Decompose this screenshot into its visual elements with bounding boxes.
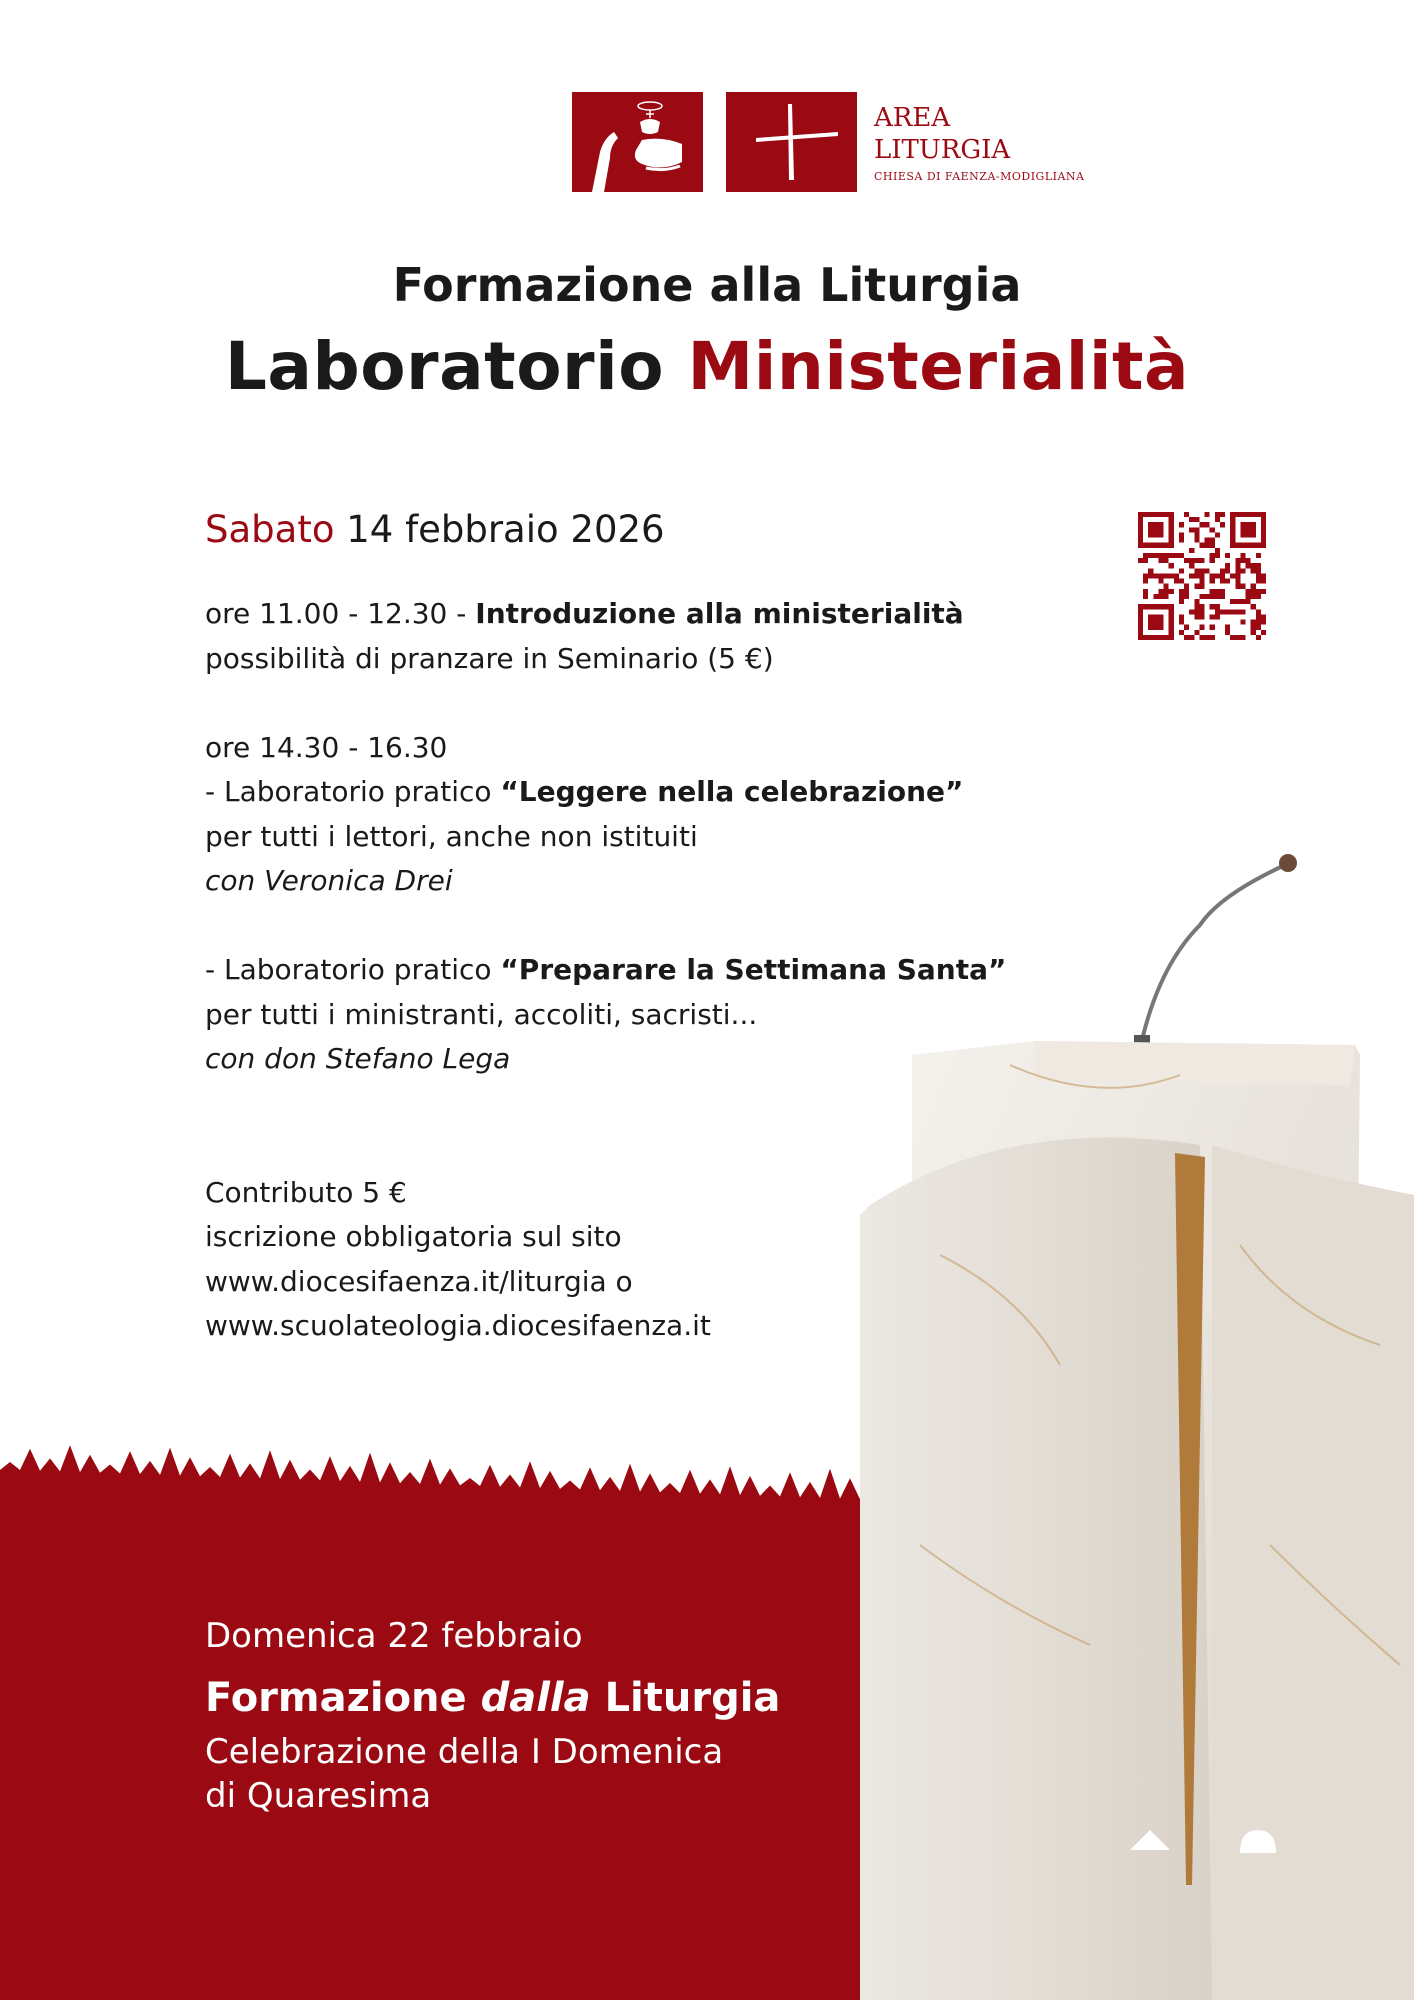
session1-note: possibilità di pranzare in Seminario (5 €) <box>205 641 774 675</box>
subtitle-laboratorio: Laboratorio <box>224 328 665 405</box>
lab1-audience: per tutti i lettori, anche non istituiti <box>205 819 698 853</box>
ambo-image <box>860 845 1414 2000</box>
session1-time: ore 11.00 - 12.30 - <box>205 597 476 630</box>
cross-icon <box>726 92 857 192</box>
registration-site-2[interactable]: www.scuolateologia.diocesifaenza.it <box>205 1309 711 1342</box>
page-subtitle <box>0 328 1414 405</box>
logo-line-3: CHIESA DI FAENZA-MODIGLIANA <box>874 170 1085 183</box>
logo-line-2: LITURGIA <box>874 135 1011 165</box>
subtitle-ministerialita: Ministerialità <box>687 328 1190 405</box>
sunday-title-part1: Formazione <box>205 1675 481 1721</box>
sunday-title-italic: dalla <box>480 1675 591 1721</box>
session2-time: ore 14.30 - 16.30 <box>205 730 448 764</box>
registration-note: iscrizione obbligatoria sul sito <box>205 1220 622 1253</box>
lab2-prefix: - Laboratorio pratico <box>205 953 501 986</box>
sunday-title <box>205 1672 845 1724</box>
saturday-date <box>205 508 1105 552</box>
lab1-prefix: - Laboratorio pratico <box>205 775 501 808</box>
sunday-line-1: Celebrazione della I Domenica <box>205 1732 724 1772</box>
saturday-day: Sabato <box>205 508 335 551</box>
registration-fee: Contributo 5 € <box>205 1175 407 1209</box>
lab2-title: “Preparare la Settimana Santa” <box>500 953 1007 986</box>
session1-title: Introduzione alla ministerialità <box>475 597 964 630</box>
lab2-audience: per tutti i ministranti, accoliti, sacristi... <box>205 997 758 1031</box>
saturday-date-text: 14 febbraio 2026 <box>346 508 665 551</box>
logo-line-1: AREA <box>874 103 951 133</box>
area-liturgia-logo-text <box>874 102 1085 183</box>
page-title: Formazione alla Liturgia <box>392 258 1022 312</box>
lab2-leader: con don Stefano Lega <box>205 1042 511 1075</box>
lab1-leader: con Veronica Drei <box>205 864 453 897</box>
lab1-title: “Leggere nella celebrazione” <box>500 775 964 808</box>
sunday-title-part2: Liturgia <box>590 1675 781 1721</box>
lab1-line <box>205 770 1105 815</box>
sunday-section <box>205 1614 845 1818</box>
registration-site-1[interactable]: www.diocesifaenza.it/liturgia o <box>205 1264 633 1298</box>
session1-line <box>205 592 1105 637</box>
sunday-date: Domenica 22 febbraio <box>205 1616 583 1656</box>
qr-code-icon[interactable] <box>1138 512 1266 640</box>
sunday-line-2: di Quaresima <box>205 1776 432 1816</box>
hands-chalice-icon <box>572 92 703 192</box>
